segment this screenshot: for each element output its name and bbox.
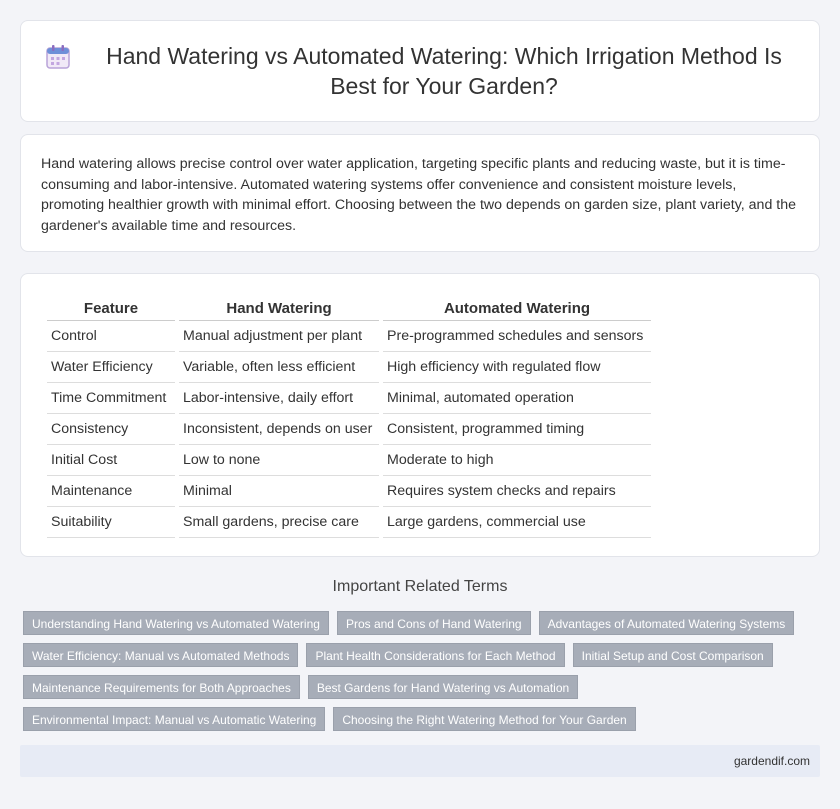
table-cell: Consistency [47, 414, 175, 445]
table-row [47, 445, 651, 476]
calendar-icon [45, 44, 71, 70]
table-cell: Inconsistent, depends on user [179, 414, 379, 445]
table-cell: Time Commitment [47, 383, 175, 414]
table-cell: Control [47, 321, 175, 352]
table-cell: Minimal, automated operation [383, 383, 651, 414]
footer [20, 745, 820, 777]
column-header-feature: Feature [47, 297, 175, 321]
column-header-hand-watering: Hand Watering [179, 297, 379, 321]
related-term-tag[interactable]: Water Efficiency: Manual vs Automated Methods [23, 643, 298, 667]
related-terms-heading: Important Related Terms [332, 578, 508, 595]
table-cell: Minimal [179, 476, 379, 507]
related-terms-list [20, 611, 820, 731]
intro-paragraph: Hand watering allows precise control over water application, targeting specific plants and reducing waste, but it is time-consuming and labor-intensive. Automated watering systems offer convenience and consistent moisture levels, promoting healthier growth with minimal effort. Choosing between the two depends on garden size, plant variety, and the gardener's available time and resources. [41, 156, 797, 234]
table-row [47, 321, 651, 352]
table-cell: Low to none [179, 445, 379, 476]
table-cell: Maintenance [47, 476, 175, 507]
page-title: Hand Watering vs Automated Watering: Which Irrigation Method Is Best for Your Garden? [106, 43, 782, 99]
related-term-tag[interactable]: Environmental Impact: Manual vs Automatic Watering [23, 707, 325, 731]
table-row [47, 507, 651, 538]
table-cell: Requires system checks and repairs [383, 476, 651, 507]
related-term-tag[interactable]: Maintenance Requirements for Both Approaches [23, 675, 300, 699]
table-cell: Manual adjustment per plant [179, 321, 379, 352]
table-cell: Pre-programmed schedules and sensors [383, 321, 651, 352]
table-cell: Moderate to high [383, 445, 651, 476]
column-header-automated-watering: Automated Watering [383, 297, 651, 321]
related-term-tag[interactable]: Plant Health Considerations for Each Method [306, 643, 564, 667]
related-term-tag[interactable]: Pros and Cons of Hand Watering [337, 611, 531, 635]
table-header-row [47, 297, 651, 321]
table-row [47, 414, 651, 445]
related-term-tag[interactable]: Understanding Hand Watering vs Automated Watering [23, 611, 329, 635]
related-term-tag[interactable]: Advantages of Automated Watering Systems [539, 611, 795, 635]
table-cell: Initial Cost [47, 445, 175, 476]
table-cell: High efficiency with regulated flow [383, 352, 651, 383]
table-cell: Large gardens, commercial use [383, 507, 651, 538]
comparison-table [43, 297, 655, 538]
intro-card [20, 134, 820, 252]
table-cell: Labor-intensive, daily effort [179, 383, 379, 414]
table-cell: Consistent, programmed timing [383, 414, 651, 445]
title-card [20, 20, 820, 122]
related-term-tag[interactable]: Choosing the Right Watering Method for Your Garden [333, 707, 635, 731]
related-term-tag[interactable]: Best Gardens for Hand Watering vs Automation [308, 675, 578, 699]
table-row [47, 476, 651, 507]
table-cell: Water Efficiency [47, 352, 175, 383]
comparison-table-card [20, 273, 820, 557]
table-cell: Small gardens, precise care [179, 507, 379, 538]
related-term-tag[interactable]: Initial Setup and Cost Comparison [573, 643, 773, 667]
table-cell: Variable, often less efficient [179, 352, 379, 383]
table-row [47, 352, 651, 383]
table-row [47, 383, 651, 414]
footer-site-link[interactable]: gardendif.com [733, 754, 810, 768]
table-cell: Suitability [47, 507, 175, 538]
